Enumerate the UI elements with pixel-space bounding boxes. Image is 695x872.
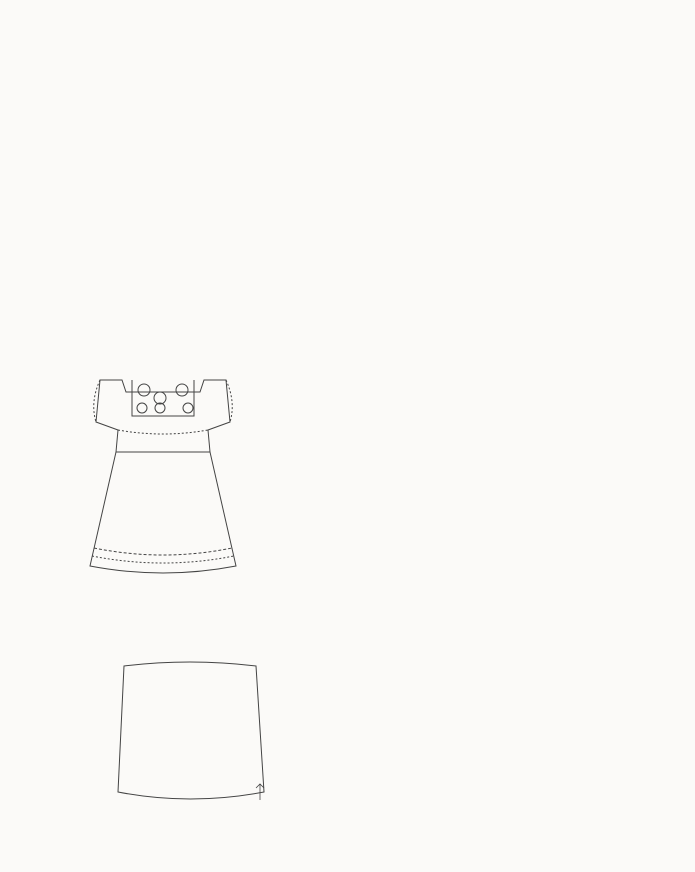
crochet-chart: [318, 290, 618, 825]
skirt-diagram: [110, 658, 280, 818]
flower-decoration-row: [4, 500, 694, 540]
dress-diagram: [60, 352, 290, 582]
